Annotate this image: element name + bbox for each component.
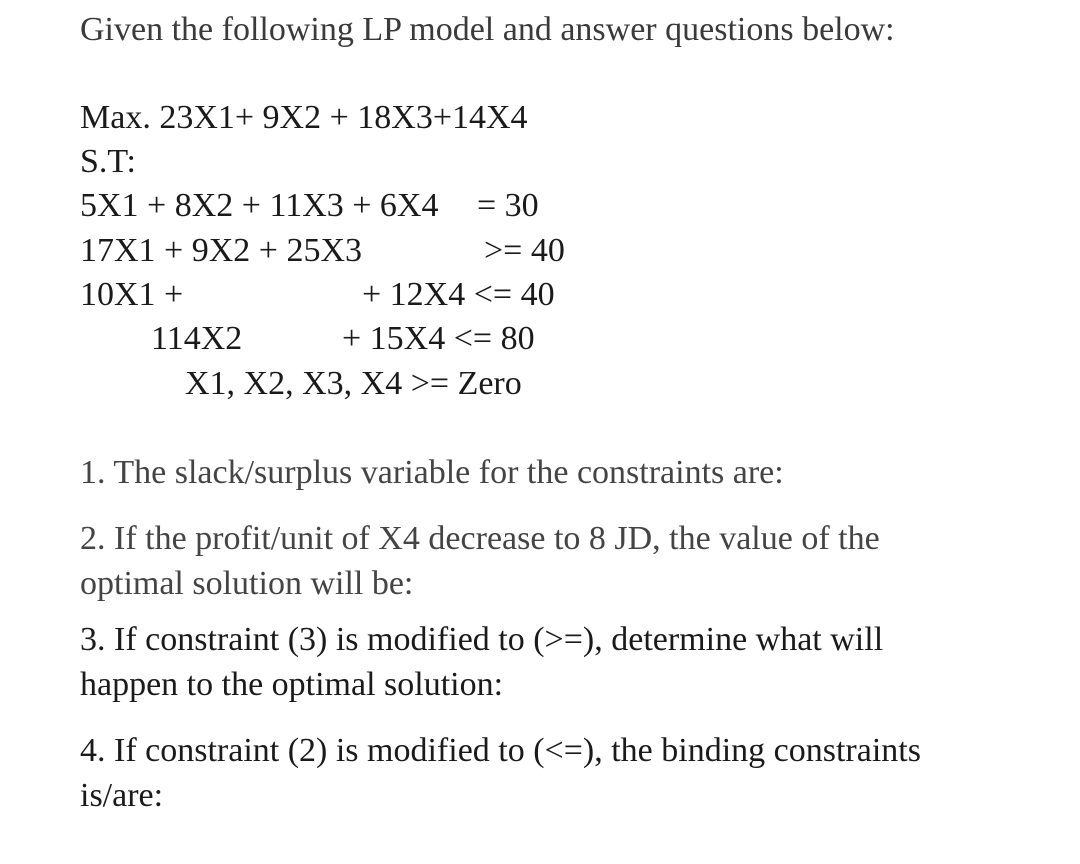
non-negativity-constraint: X1, X2, X3, X4 >= Zero (185, 365, 522, 402)
question-4-line-2: is/are: (80, 777, 164, 814)
subject-to-label: S.T: (80, 143, 136, 180)
constraint-3-lhs: 10X1 + (80, 276, 184, 313)
constraint-2-lhs: 17X1 + 9X2 + 25X3 (80, 232, 363, 269)
question-1: 1. The slack/surplus variable for the constraints are: (80, 454, 784, 491)
objective-function: Max. 23X1+ 9X2 + 18X3+14X4 (80, 99, 528, 136)
constraint-1-lhs: 5X1 + 8X2 + 11X3 + 6X4 (80, 187, 439, 224)
question-2-line-2: optimal solution will be: (80, 565, 414, 602)
constraint-1-rhs: = 30 (477, 187, 539, 224)
constraint-3-rhs: + 12X4 <= 40 (362, 276, 555, 313)
question-2-line-1: 2. If the profit/unit of X4 decrease to 8 JD, the value of the (80, 520, 880, 557)
question-4-line-1: 4. If constraint (2) is modified to (<=), the binding constraints (80, 732, 921, 769)
constraint-4-rhs: + 15X4 <= 80 (342, 320, 535, 357)
question-3-line-1: 3. If constraint (3) is modified to (>=), determine what will (80, 621, 884, 658)
constraint-2-rhs: >= 40 (484, 232, 565, 269)
question-3-line-2: happen to the optimal solution: (80, 666, 504, 703)
intro-text: Given the following LP model and answer questions below: (80, 11, 895, 48)
constraint-4-lhs: 114X2 (151, 320, 243, 357)
